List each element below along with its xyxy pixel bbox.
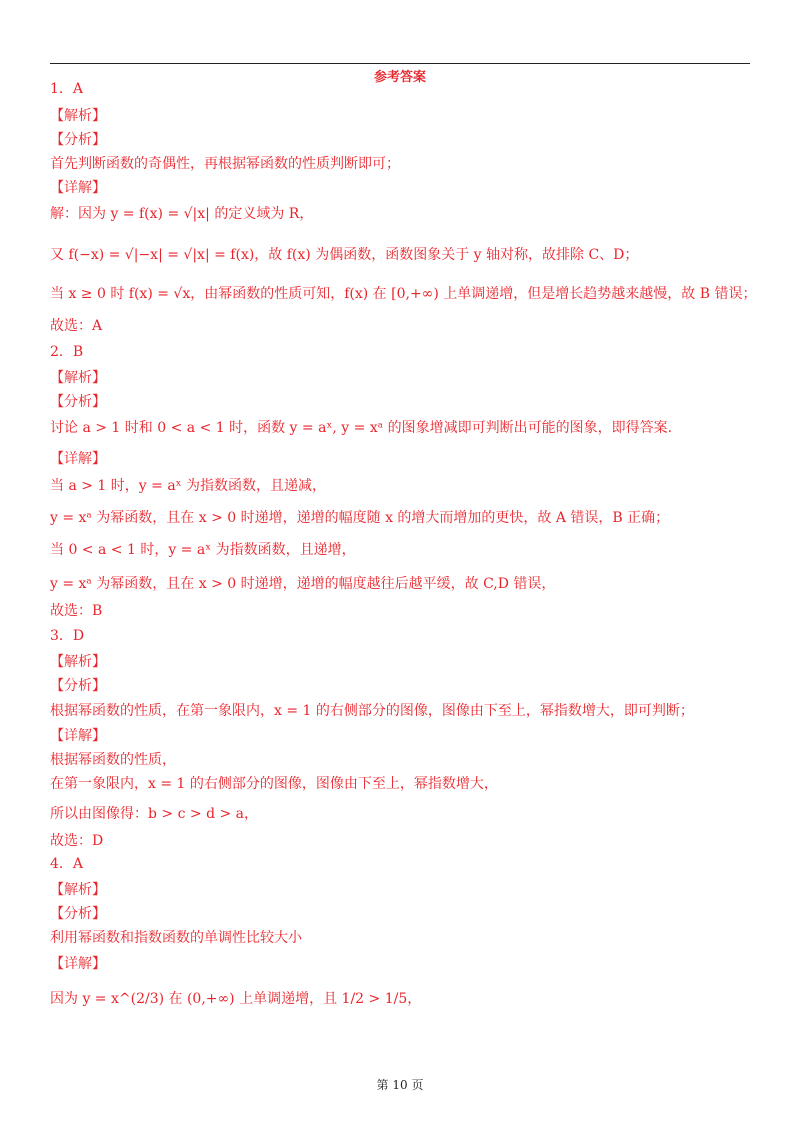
answer-line: 【分析】 xyxy=(50,132,106,148)
answer-line: 【分析】 xyxy=(50,394,106,410)
answer-line: 3．D xyxy=(50,628,85,644)
answer-line: 故选：D xyxy=(50,833,104,849)
answer-line: 又 f(−x) = √|−x| = √|x| = f(x)，故 f(x) 为偶函数，函数图象关于 y 轴对称，故排除 C、D； xyxy=(50,247,639,263)
answer-line: 根据幂函数的性质， xyxy=(50,752,176,768)
answer-line: 【解析】 xyxy=(50,882,106,898)
answer-line: 根据幂函数的性质，在第一象限内，x = 1 的右侧部分的图像，图像由下至上，幂指数增大，即可判断； xyxy=(50,703,694,719)
answer-line: 当 a > 1 时，y = aˣ 为指数函数，且递减， xyxy=(50,478,327,494)
answer-line: 2．B xyxy=(50,344,84,360)
answer-line: 当 0 < a < 1 时，y = aˣ 为指数函数，且递增， xyxy=(50,542,356,558)
answer-line: 讨论 a > 1 时和 0 < a < 1 时，函数 y = aˣ, y = xᵃ 的图象增减即可判断出可能的图象，即得答案. xyxy=(50,420,673,436)
answer-line: 【详解】 xyxy=(50,180,106,196)
answer-line: y = xᵃ 为幂函数，且在 x > 0 时递增，递增的幅度越往后越平缓，故 C,D 错误， xyxy=(50,576,556,592)
answer-line: 【解析】 xyxy=(50,108,106,124)
answer-line: 首先判断函数的奇偶性，再根据幂函数的性质判断即可； xyxy=(50,156,400,172)
header-rule xyxy=(50,63,750,64)
answer-line: 解：因为 y = f(x) = √|x| 的定义域为 R， xyxy=(50,206,314,222)
answer-line: 在第一象限内，x = 1 的右侧部分的图像，图像由下至上，幂指数增大， xyxy=(50,776,498,792)
answer-line: 因为 y = x^(2/3) 在 (0,+∞) 上单调递增，且 1/2 > 1/5， xyxy=(50,991,422,1007)
page-title: 参考答案 xyxy=(373,70,426,85)
answer-line: 【解析】 xyxy=(50,654,106,670)
answer-line: 【详解】 xyxy=(50,956,106,972)
answer-line: 4．A xyxy=(50,856,84,872)
answer-line: 【详解】 xyxy=(50,451,106,467)
answer-line: 【分析】 xyxy=(50,906,106,922)
answer-line: 利用幂函数和指数函数的单调性比较大小 xyxy=(50,930,302,946)
answer-line: y = xᵃ 为幂函数，且在 x > 0 时递增，递增的幅度随 x 的增大而增加的更快，故 A 错误，B 正确； xyxy=(50,510,670,526)
answer-line: 1．A xyxy=(50,81,84,97)
answer-line: 故选：A xyxy=(50,318,103,334)
answer-line: 【详解】 xyxy=(50,728,106,744)
answer-line: 【分析】 xyxy=(50,678,106,694)
answer-line: 所以由图像得：b > c > d > a， xyxy=(50,806,259,822)
answer-line: 【解析】 xyxy=(50,370,106,386)
page-number: 第 10 页 xyxy=(376,1078,424,1092)
answer-line: 故选：B xyxy=(50,603,103,619)
answer-line: 当 x ≥ 0 时 f(x) = √x，由幂函数的性质可知，f(x) 在 [0,+∞) 上单调递增，但是增长趋势越来越慢，故 B 错误； xyxy=(50,286,757,302)
